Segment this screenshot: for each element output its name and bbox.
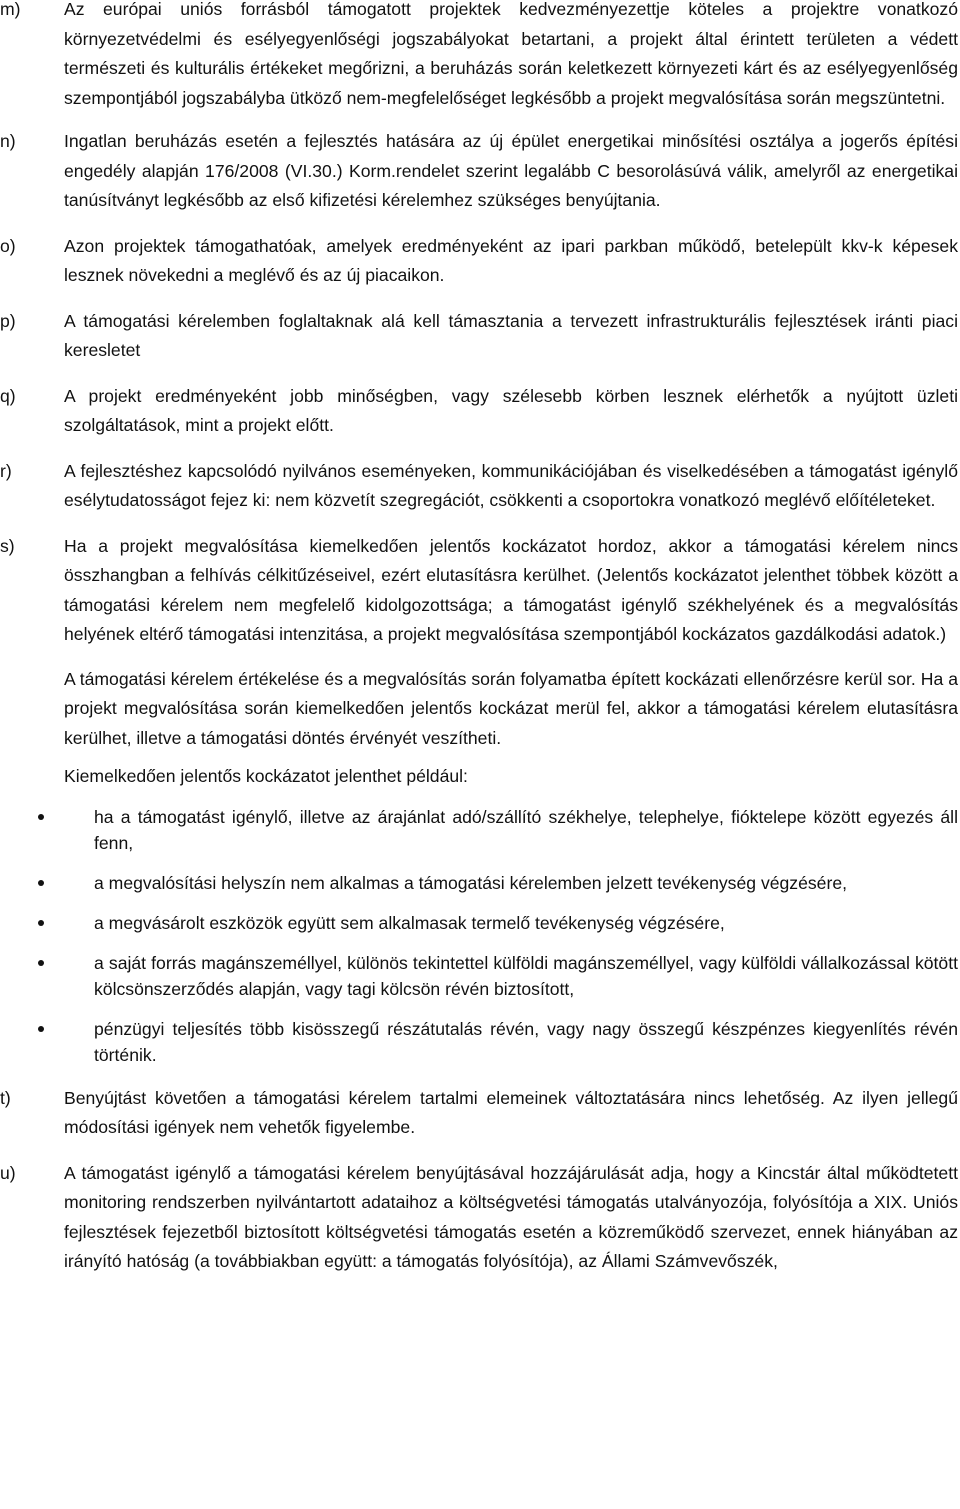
item-label: p) bbox=[0, 310, 16, 331]
item-label: m) bbox=[0, 0, 21, 19]
item-text: A projekt eredményeként jobb minőségben, vagy szélesebb körben lesznek elérhetők a nyújtott üzleti szolgáltatások, mint a projekt előtt. bbox=[64, 385, 958, 435]
list-item-n bbox=[0, 127, 960, 216]
bullet-text: ha a támogatást igénylő, illetve az árajánlat adó/szállító székhelye, telephelye, fióktelepe között egyezés áll fenn, bbox=[94, 806, 958, 853]
bullet-dot-icon bbox=[38, 1026, 44, 1032]
risk-examples-list bbox=[0, 804, 960, 1068]
list-item-s bbox=[0, 532, 960, 792]
item-text: Ingatlan beruházás esetén a fejlesztés hatására az új épület energetikai minősítési osztálya a jogerős építési engedély alapján 176/2008 (VI.30.) Korm.rendelet szerint legalább C besorolásúvá válik, amelyről az energetikai tanúsítványt legkésőbb az első kifizetési kérelemhez szükséges benyújtania. bbox=[64, 131, 958, 210]
bullet-item bbox=[0, 910, 960, 936]
list-item-t bbox=[0, 1084, 960, 1143]
list-item-p bbox=[0, 307, 960, 366]
bullet-text: a megvalósítási helyszín nem alkalmas a támogatási kérelemben jelzett tevékenység végzésére, bbox=[94, 872, 848, 893]
item-label: s) bbox=[0, 535, 15, 556]
list-item-r bbox=[0, 457, 960, 516]
list-item-m bbox=[0, 0, 960, 113]
list-item-u bbox=[0, 1159, 960, 1277]
item-text: Kiemelkedően jelentős kockázatot jelenthet például: bbox=[64, 766, 468, 786]
bullet-dot-icon bbox=[38, 960, 44, 966]
item-label: r) bbox=[0, 460, 12, 481]
bullet-text: pénzügyi teljesítés több kisösszegű részátutalás révén, vagy nagy összegű készpénzes kiegyenlítés révén történik. bbox=[94, 1018, 958, 1065]
item-text: A támogatási kérelemben foglaltaknak alá kell támasztania a tervezett infrastrukturális fejlesztések iránti piaci keresletet bbox=[64, 310, 958, 360]
item-text: A fejlesztéshez kapcsolódó nyilvános eseményeken, kommunikációjában és viselkedésében a támogatást igénylő esélytudatosságot fejez ki: nem közvetít szegregációt, csökkenti a csoportokra vonatkozó meglévő előítéleteket. bbox=[64, 460, 958, 510]
item-label: t) bbox=[0, 1087, 11, 1108]
bullet-dot-icon bbox=[38, 880, 44, 886]
item-text: Ha a projekt megvalósítása kiemelkedően jelentős kockázatot hordoz, akkor a támogatási kérelem nincs összhangban a felhívás célkitűzéseivel, ezért elutasításra kerülhet. (Jelentős kockázatot jelenthet többek között a támogatási kérelem nem megfelelő kidolgozottsága; a támogatást igénylő székhelyének és a megvalósítás helyének eltérő támogatási intenzitása, a projekt megvalósítása szempontjából kockázatos gazdálkodási adatok.) bbox=[64, 535, 958, 644]
item-text: Benyújtást követően a támogatási kérelem tartalmi elemeinek változtatására nincs lehetőség. Az ilyen jellegű módosítási igények nem vehetők figyelembe. bbox=[64, 1087, 958, 1137]
item-label: q) bbox=[0, 385, 16, 406]
list-item-o bbox=[0, 232, 960, 291]
item-text: A támogatást igénylő a támogatási kérelem benyújtásával hozzájárulását adja, hogy a Kincstár által működtetett monitoring rendszerben nyilvántartott adataihoz a költségvetési támogatás utalványozója, folyósítója a XIX. Uniós fejlesztések fejezetből biztosított költségvetési támogatás esetén a közreműködő szervezet, ennek hiányában az irányító hatóság (a továbbiakban együtt: a támogatás folyósítója), az Állami Számvevőszék, bbox=[64, 1162, 958, 1271]
item-label: o) bbox=[0, 235, 16, 256]
item-text: Az európai uniós forrásból támogatott projektek kedvezményezettje köteles a projektre vonatkozó környezetvédelmi és esélyegyenlőségi jogszabályokat betartani, a projekt által érintett területen a védett természeti és kulturális értékeket megőrizni, a beruházás során keletkezett környezeti kárt és az esélyegyenlőség szempontjából jogszabályba ütköző nem-megfelelőséget legkésőbb a projekt megvalósítása során megszüntetni. bbox=[64, 0, 958, 108]
item-label: u) bbox=[0, 1162, 16, 1183]
bullet-text: a megvásárolt eszközök együtt sem alkalmasak termelő tevékenység végzésére, bbox=[94, 912, 725, 933]
bullet-item bbox=[0, 870, 960, 896]
item-label: n) bbox=[0, 131, 16, 151]
bullet-text: a saját forrás magánszeméllyel, különös tekintettel külföldi magánszeméllyel, vagy külföldi vállalkozással kötött kölcsönszerződés alapján, vagy tagi kölcsön révén biztosított, bbox=[94, 952, 958, 999]
item-text: A támogatási kérelem értékelése és a megvalósítás során folyamatba épített kockázati ellenőrzésre kerül sor. Ha a projekt megvalósítása során kiemelkedően jelentős kockázat merül fel, akkor a támogatási kérelem elutasításra kerülhet, illetve a támogatási döntés érvényét veszítheti. bbox=[64, 668, 958, 748]
bullet-item bbox=[0, 1016, 960, 1068]
list-item-q bbox=[0, 382, 960, 441]
bullet-item bbox=[0, 950, 960, 1002]
bullet-dot-icon bbox=[38, 814, 44, 820]
item-text: Azon projektek támogathatóak, amelyek eredményeként az ipari parkban működő, betelepült kkv-k képesek lesznek növekedni a meglévő és az új piacaikon. bbox=[64, 235, 958, 285]
bullet-item bbox=[0, 804, 960, 856]
bullet-dot-icon bbox=[38, 920, 44, 926]
